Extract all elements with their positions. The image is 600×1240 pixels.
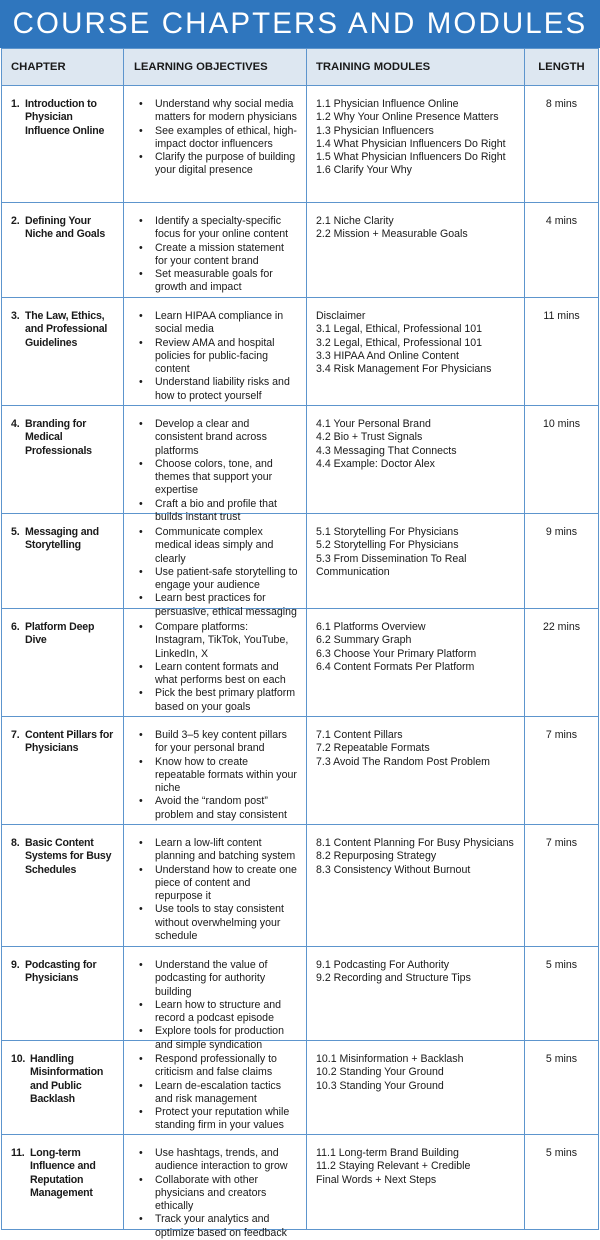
modules-cell bbox=[307, 203, 525, 297]
module-item: 4.3 Messaging That Connects bbox=[316, 444, 457, 457]
chapter-number: 6. bbox=[11, 621, 20, 633]
objective-item: • Understand the value of podcasting for authority building bbox=[155, 959, 299, 999]
module-item: Final Words + Next Steps bbox=[316, 1173, 437, 1186]
chapter-number: 7. bbox=[11, 729, 20, 741]
module-item: 1.2 Why Your Online Presence Matters bbox=[316, 111, 499, 124]
module-item: 8.1 Content Planning For Busy Physicians bbox=[316, 837, 514, 849]
title-banner bbox=[0, 0, 600, 48]
table-row bbox=[1, 825, 599, 947]
objectives-list bbox=[136, 526, 299, 619]
objective-item: • Craft a bio and profile that builds instant trust bbox=[155, 498, 299, 525]
objective-item: • Identify a specialty-specific focus for your online content bbox=[155, 215, 299, 242]
length-cell: 8 mins bbox=[525, 86, 599, 202]
objectives-list bbox=[136, 98, 299, 178]
table-header-row bbox=[1, 48, 599, 86]
objective-item: • Explore tools for production and simple syndication bbox=[155, 1025, 299, 1052]
chapter-title: Handling Misinformation and Public Backlash bbox=[30, 1053, 104, 1105]
module-item: 3.1 Legal, Ethical, Professional 101 bbox=[316, 323, 483, 336]
objective-item: • Respond professionally to criticism and false claims bbox=[155, 1053, 299, 1080]
objective-item: • Understand how to create one piece of content and repurpose it bbox=[155, 864, 299, 904]
chapter-number: 11. bbox=[11, 1147, 25, 1159]
objective-item: • Learn de-escalation tactics and risk management bbox=[155, 1080, 299, 1107]
objective-item: • Collaborate with other physicians and creators ethically bbox=[155, 1174, 299, 1214]
module-item: 10.2 Standing Your Ground bbox=[316, 1066, 444, 1079]
length-cell: 7 mins bbox=[525, 825, 599, 946]
length-cell: 5 mins bbox=[525, 947, 599, 1040]
module-item: 6.1 Platforms Overview bbox=[316, 621, 426, 633]
module-item: 2.1 Niche Clarity bbox=[316, 215, 394, 227]
objective-item: • Develop a clear and consistent brand across platforms bbox=[155, 418, 299, 458]
header-length: LENGTH bbox=[525, 49, 599, 85]
table-row bbox=[1, 947, 599, 1051]
module-item: 1.1 Physician Influence Online bbox=[316, 98, 459, 110]
modules-cell bbox=[307, 406, 525, 513]
chapter-cell bbox=[1, 1041, 124, 1134]
chapter-title: Basic Content Systems for Busy Schedules bbox=[25, 837, 112, 876]
module-item: 5.3 From Dissemination To Real Communication bbox=[316, 552, 467, 578]
chapter-title: Introduction to Physician Influence Online bbox=[25, 98, 105, 137]
module-item: Disclaimer bbox=[316, 310, 366, 322]
module-item: 9.1 Podcasting For Authority bbox=[316, 959, 450, 971]
table-row bbox=[1, 609, 599, 717]
header-chapter: CHAPTER bbox=[1, 49, 124, 85]
length-cell: 5 mins bbox=[525, 1135, 599, 1229]
chapter-title: Branding for Medical Professionals bbox=[25, 418, 92, 457]
chapter-cell bbox=[1, 1135, 124, 1229]
length-cell: 4 mins bbox=[525, 203, 599, 297]
length-cell: 22 mins bbox=[525, 609, 599, 716]
chapter-number: 3. bbox=[11, 310, 20, 322]
objective-item: • Create a mission statement for your content brand bbox=[155, 242, 299, 269]
length-cell: 11 mins bbox=[525, 298, 599, 405]
modules-cell bbox=[307, 298, 525, 405]
chapter-title: Content Pillars for Physicians bbox=[25, 729, 114, 755]
table-row bbox=[1, 1041, 599, 1135]
objectives-list bbox=[136, 729, 299, 822]
module-item: 8.3 Consistency Without Burnout bbox=[316, 863, 471, 876]
objective-item: • Use hashtags, trends, and audience interaction to grow bbox=[155, 1147, 299, 1174]
header-modules: TRAINING MODULES bbox=[307, 49, 525, 85]
table-row bbox=[1, 717, 599, 825]
length-cell: 5 mins bbox=[525, 1041, 599, 1134]
module-item: 9.2 Recording and Structure Tips bbox=[316, 972, 471, 985]
module-item: 1.6 Clarify Your Why bbox=[316, 164, 412, 177]
module-item: 11.1 Long-term Brand Building bbox=[316, 1147, 459, 1159]
chapter-number: 1. bbox=[11, 98, 20, 110]
length-cell: 7 mins bbox=[525, 717, 599, 824]
chapter-name bbox=[11, 729, 116, 756]
module-item: 1.3 Physician Influencers bbox=[316, 124, 434, 137]
objectives-list bbox=[136, 310, 299, 403]
table-row bbox=[1, 406, 599, 524]
chapter-name bbox=[11, 98, 116, 138]
chapter-cell bbox=[1, 298, 124, 405]
module-item: 11.2 Staying Relevant + Credible bbox=[316, 1160, 471, 1173]
objectives-cell bbox=[124, 298, 307, 405]
chapter-name bbox=[11, 215, 116, 242]
objective-item: • Track your analytics and optimize based on feedback bbox=[155, 1213, 299, 1240]
chapter-title: The Law, Ethics, and Professional Guidelines bbox=[25, 310, 108, 349]
chapter-name bbox=[11, 1053, 116, 1106]
modules-cell bbox=[307, 1135, 525, 1229]
module-item: 10.1 Misinformation + Backlash bbox=[316, 1053, 464, 1065]
chapter-name bbox=[11, 959, 116, 986]
chapter-cell bbox=[1, 609, 124, 716]
module-item: 3.3 HIPAA And Online Content bbox=[316, 349, 459, 362]
module-item: 5.1 Storytelling For Physicians bbox=[316, 526, 459, 538]
modules-cell bbox=[307, 86, 525, 202]
objectives-cell bbox=[124, 825, 307, 946]
objectives-cell bbox=[124, 406, 307, 524]
objective-item: • Clarify the purpose of building your digital presence bbox=[155, 151, 299, 178]
objectives-list bbox=[136, 837, 299, 943]
objectives-list bbox=[136, 215, 299, 295]
chapter-cell bbox=[1, 514, 124, 608]
module-item: 4.4 Example: Doctor Alex bbox=[316, 457, 435, 470]
objective-item: • Use patient-safe storytelling to engage your audience bbox=[155, 566, 299, 593]
chapter-cell bbox=[1, 717, 124, 824]
table-row bbox=[1, 86, 599, 203]
chapter-name bbox=[11, 1147, 116, 1200]
objective-item: • Learn a low-lift content planning and batching system bbox=[155, 837, 299, 864]
modules-cell bbox=[307, 1041, 525, 1134]
chapter-number: 5. bbox=[11, 526, 20, 538]
module-item: 4.1 Your Personal Brand bbox=[316, 418, 431, 430]
modules-cell bbox=[307, 717, 525, 824]
objectives-cell bbox=[124, 514, 307, 618]
module-item: 7.2 Repeatable Formats bbox=[316, 742, 430, 755]
objective-item: • Set measurable goals for growth and impact bbox=[155, 268, 299, 295]
chapter-title: Long-term Influence and Reputation Management bbox=[30, 1147, 96, 1199]
header-objectives: LEARNING OBJECTIVES bbox=[124, 49, 307, 85]
objective-item: • Learn content formats and what performs best on each bbox=[155, 661, 299, 688]
module-item: 1.5 What Physician Influencers Do Right bbox=[316, 151, 506, 164]
objective-item: • Compare platforms: Instagram, TikTok, YouTube, LinkedIn, X bbox=[155, 621, 299, 661]
objectives-list bbox=[136, 1053, 299, 1133]
objectives-list bbox=[136, 959, 299, 1052]
objectives-cell bbox=[124, 203, 307, 297]
objective-item: • Protect your reputation while standing firm in your values bbox=[155, 1106, 299, 1133]
objective-item: • Pick the best primary platform based on your goals bbox=[155, 687, 299, 714]
objective-item: • Choose colors, tone, and themes that support your expertise bbox=[155, 458, 299, 498]
module-item: 4.2 Bio + Trust Signals bbox=[316, 431, 423, 444]
modules-cell bbox=[307, 825, 525, 946]
module-item: 2.2 Mission + Measurable Goals bbox=[316, 228, 468, 241]
chapter-name bbox=[11, 837, 116, 877]
module-item: 6.2 Summary Graph bbox=[316, 634, 412, 647]
chapter-number: 8. bbox=[11, 837, 20, 849]
objective-item: • Learn best practices for persuasive, ethical messaging bbox=[155, 592, 299, 619]
chapter-title: Podcasting for Physicians bbox=[25, 959, 97, 985]
chapter-title: Platform Deep Dive bbox=[25, 621, 95, 647]
objectives-cell bbox=[124, 86, 307, 202]
chapter-cell bbox=[1, 203, 124, 297]
chapter-number: 4. bbox=[11, 418, 20, 430]
objectives-cell bbox=[124, 1041, 307, 1134]
chapter-cell bbox=[1, 825, 124, 946]
chapter-number: 2. bbox=[11, 215, 20, 227]
length-cell: 9 mins bbox=[525, 514, 599, 608]
objective-item: • Understand why social media matters for modern physicians bbox=[155, 98, 299, 125]
module-item: 10.3 Standing Your Ground bbox=[316, 1079, 444, 1092]
objectives-cell bbox=[124, 717, 307, 824]
chapter-cell bbox=[1, 406, 124, 513]
module-item: 1.4 What Physician Influencers Do Right bbox=[316, 137, 506, 150]
chapter-name bbox=[11, 310, 116, 350]
objectives-cell bbox=[124, 1135, 307, 1239]
module-item: 3.4 Risk Management For Physicians bbox=[316, 363, 492, 376]
objective-item: • Avoid the “random post” problem and stay consistent bbox=[155, 795, 299, 822]
objective-item: • Use tools to stay consistent without overwhelming your schedule bbox=[155, 903, 299, 943]
module-item: 7.3 Avoid The Random Post Problem bbox=[316, 755, 490, 768]
chapter-name bbox=[11, 418, 116, 458]
table-row bbox=[1, 203, 599, 298]
objectives-cell bbox=[124, 947, 307, 1051]
chapter-cell bbox=[1, 947, 124, 1040]
table-row bbox=[1, 514, 599, 618]
objective-item: • Learn how to structure and record a podcast episode bbox=[155, 999, 299, 1026]
objective-item: • Communicate complex medical ideas simply and clearly bbox=[155, 526, 299, 566]
objectives-list bbox=[136, 621, 299, 714]
objectives-cell bbox=[124, 609, 307, 716]
objectives-list bbox=[136, 418, 299, 524]
chapter-number: 9. bbox=[11, 959, 20, 971]
objective-item: • Know how to create repeatable formats within your niche bbox=[155, 756, 299, 796]
chapter-name bbox=[11, 621, 116, 648]
modules-cell bbox=[307, 947, 525, 1040]
module-item: 7.1 Content Pillars bbox=[316, 729, 403, 741]
chapter-title: Messaging and Storytelling bbox=[25, 526, 99, 552]
table-row bbox=[1, 298, 599, 406]
module-item: 6.4 Content Formats Per Platform bbox=[316, 660, 475, 673]
module-item: 5.2 Storytelling For Physicians bbox=[316, 539, 459, 552]
length-cell: 10 mins bbox=[525, 406, 599, 513]
chapter-name bbox=[11, 526, 116, 553]
objective-item: • Review AMA and hospital policies for public-facing content bbox=[155, 337, 299, 377]
objective-item: • See examples of ethical, high-impact doctor influencers bbox=[155, 125, 299, 152]
modules-cell bbox=[307, 609, 525, 716]
objective-item: • Learn HIPAA compliance in social media bbox=[155, 310, 299, 337]
objectives-list bbox=[136, 1147, 299, 1240]
chapter-title: Defining Your Niche and Goals bbox=[25, 215, 106, 241]
course-table bbox=[1, 48, 599, 1239]
modules-cell bbox=[307, 514, 525, 608]
table-row bbox=[1, 1135, 599, 1239]
objective-item: • Build 3–5 key content pillars for your personal brand bbox=[155, 729, 299, 756]
module-item: 3.2 Legal, Ethical, Professional 101 bbox=[316, 336, 483, 349]
module-item: 6.3 Choose Your Primary Platform bbox=[316, 647, 477, 660]
module-item: 8.2 Repurposing Strategy bbox=[316, 850, 437, 863]
chapter-cell bbox=[1, 86, 124, 202]
objective-item: • Understand liability risks and how to protect yourself bbox=[155, 376, 299, 403]
page-title: COURSE CHAPTERS AND MODULES bbox=[12, 7, 588, 40]
chapter-number: 10. bbox=[11, 1053, 26, 1065]
